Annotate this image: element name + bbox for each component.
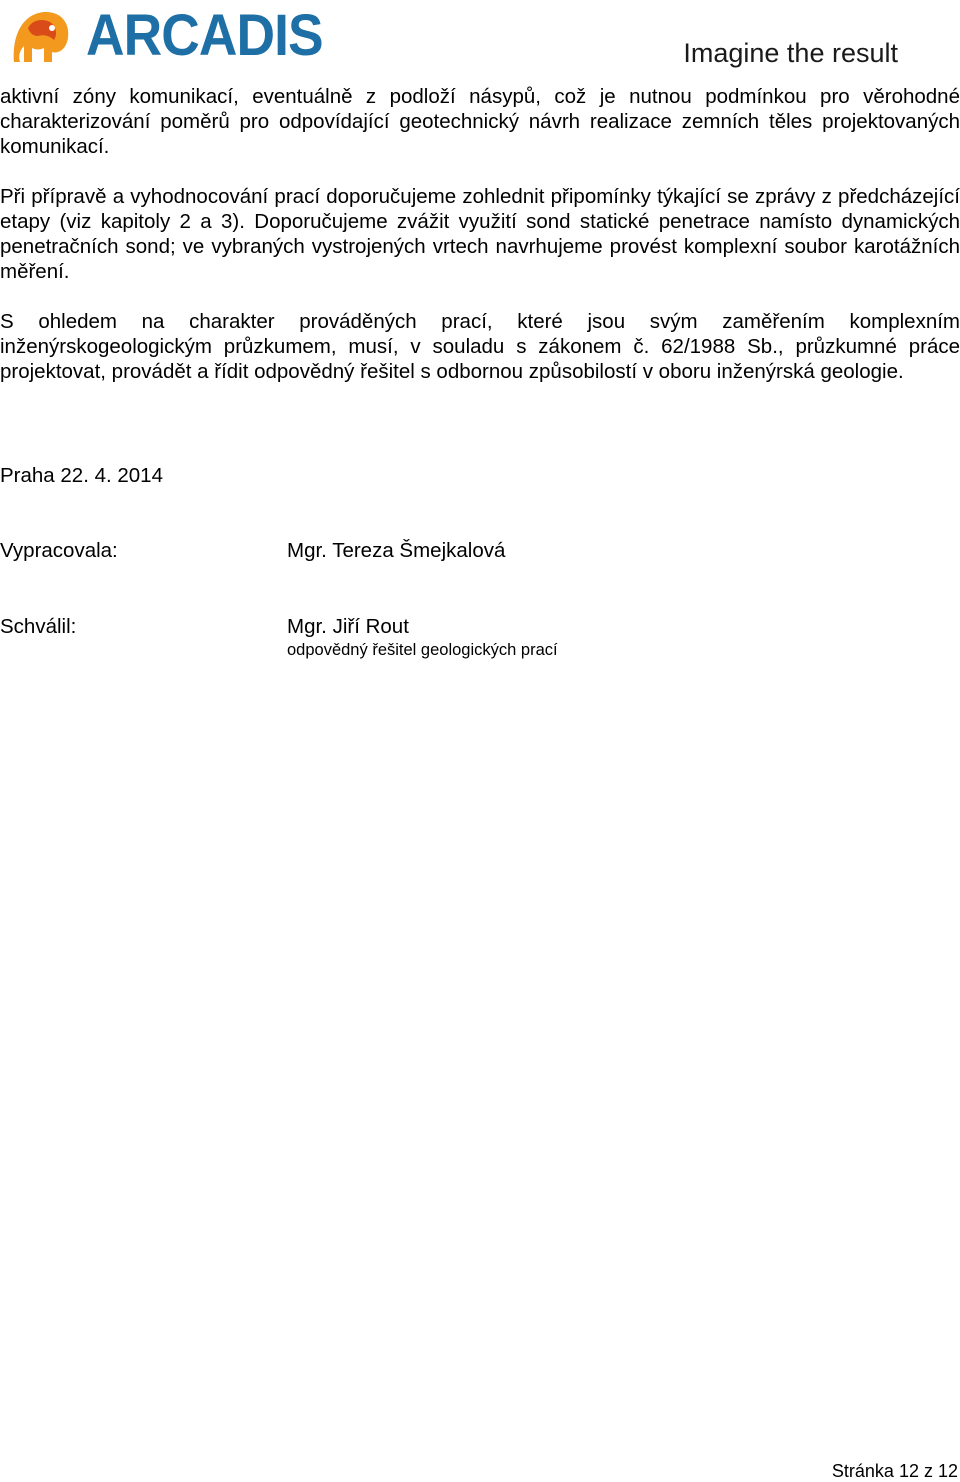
prepared-label: Vypracovala: [0, 539, 118, 562]
approved-role: odpovědný řešitel geologických prací [287, 641, 558, 659]
document-date: Praha 22. 4. 2014 [0, 464, 163, 487]
logo-wordmark: ARCADIS [86, 3, 323, 68]
approved-label: Schválil: [0, 615, 77, 638]
paragraph-2: Při přípravě a vyhodnocování prací doporučujeme zohlednit připomínky týkající se zprávy z předcházející etapy (viz kapitoly 2 a 3). Doporučujeme zvážit využití sond statické penetrace namísto dynamických penetračních sond; ve vybraných vystrojených vrtech navrhujeme provést komplexní soubor karotážních měření. [0, 185, 960, 283]
paragraph-3: S ohledem na charakter prováděných prací, které jsou svým zaměřením komplexním inženýrskogeologickým průzkumem, musí, v souladu s zákonem č. 62/1988 Sb., průzkumné práce projektovat, provádět a řídit odpovědný řešitel s odbornou způsobilostí v oboru inženýrská geologie. [0, 310, 960, 383]
header-tagline: Imagine the result [683, 38, 898, 68]
paragraph-1: aktivní zóny komunikací, eventuálně z podloží násypů, což je nutnou podmínkou pro věrohodné charakterizování poměrů pro odpovídající geotechnický návrh realizace zemních těles projektovaných komunikací. [0, 85, 960, 158]
prepared-name: Mgr. Tereza Šmejkalová [287, 539, 506, 562]
page-header [0, 0, 960, 80]
page-number: Stránka 12 z 12 [831, 1461, 958, 1481]
approved-name: Mgr. Jiří Rout [287, 615, 409, 638]
arcadis-elephant-icon [8, 6, 74, 66]
arcadis-logo [8, 3, 343, 68]
document-body [0, 84, 960, 409]
